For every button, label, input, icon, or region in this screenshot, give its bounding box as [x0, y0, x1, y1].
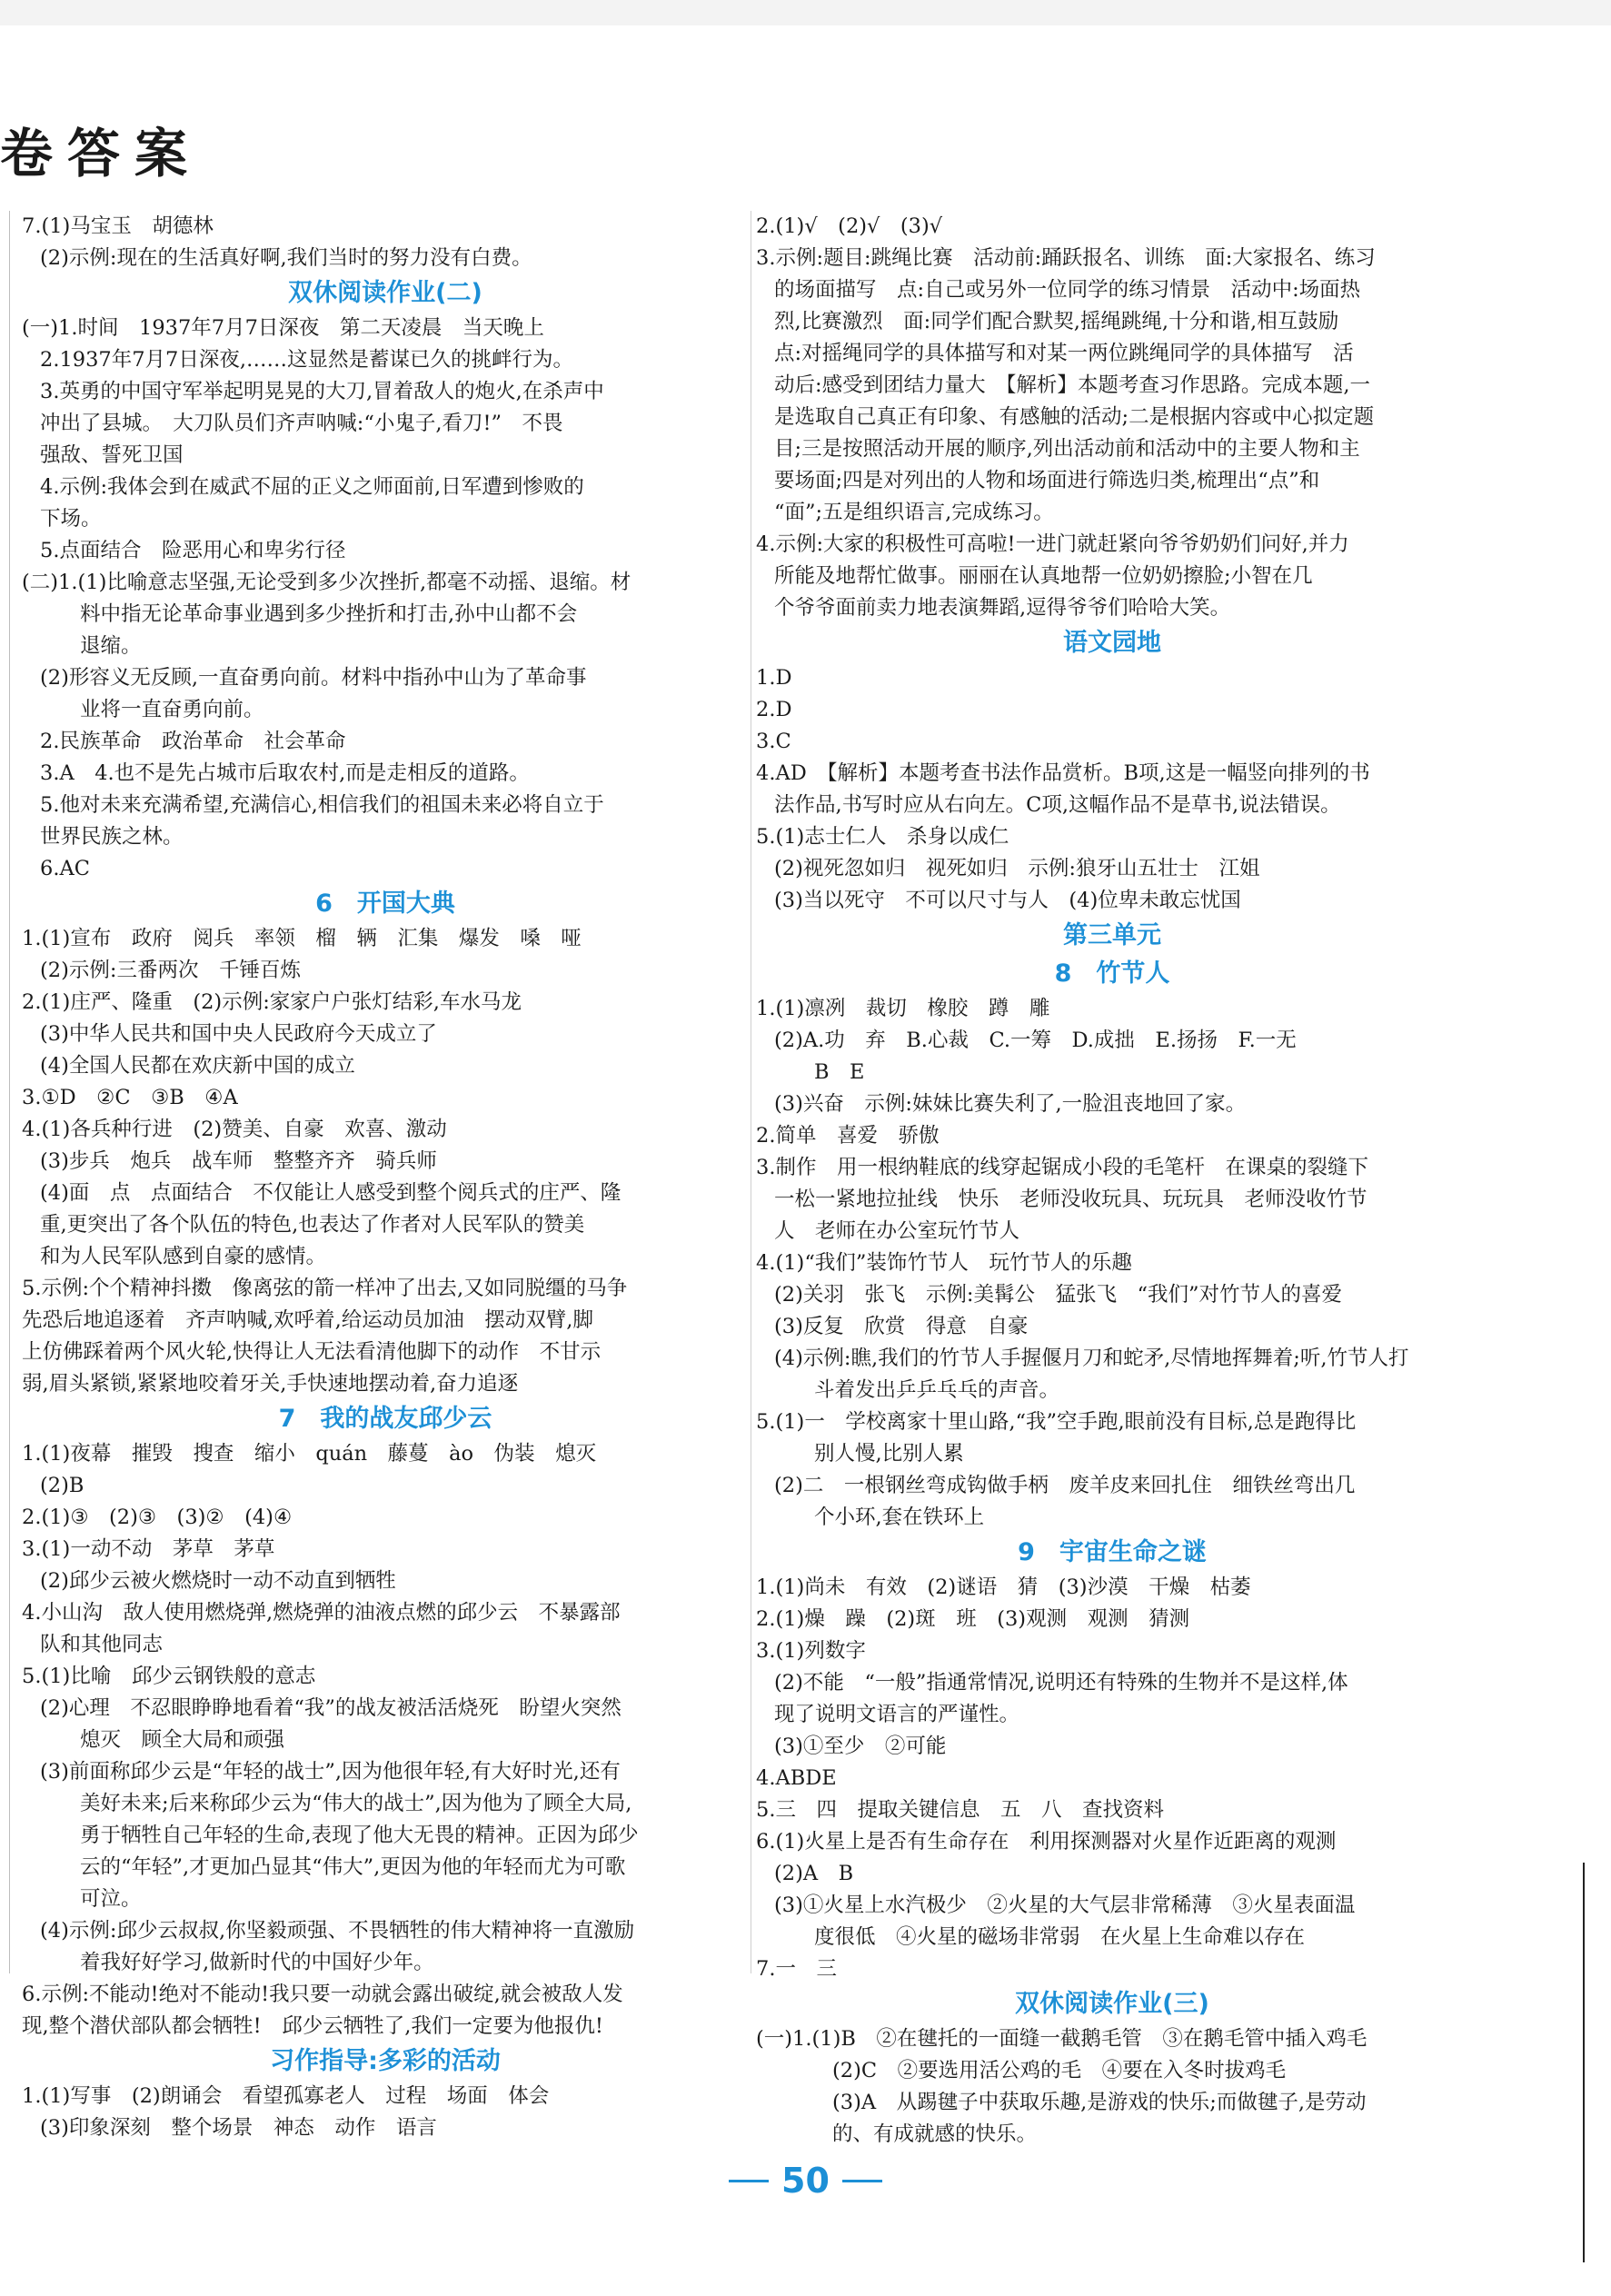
answer-line: 个爷爷面前卖力地表演舞蹈,逗得爷爷们哈哈大笑。	[774, 596, 1231, 620]
answer-line: 重,更突出了各个队伍的特色,也表达了作者对人民军队的赞美	[40, 1213, 585, 1237]
answer-line: (4)示例:瞧,我们的竹节人手握偃月刀和蛇矛,尽情地挥舞着;听,竹节人打	[774, 1347, 1409, 1370]
answer-line: 5.他对未来充满希望,充满信心,相信我们的祖国未来必将自立于	[40, 793, 604, 817]
answer-line: 业将一直奋勇向前。	[80, 698, 264, 721]
answer-line: 5.(1)比喻 邱少云钢铁般的意志	[22, 1665, 316, 1688]
left-margin-rule	[9, 211, 10, 1973]
answer-line: 度很低 ④火星的磁场非常弱 在火星上生命难以存在	[814, 1925, 1306, 1949]
answer-line: 现了说明文语言的严谨性。	[774, 1703, 1020, 1726]
answer-line: 4.(1)各兵种行进 (2)赞美、自豪 欢喜、激动	[22, 1118, 447, 1141]
answer-line: 烈,比赛激烈 面:同学们配合默契,摇绳跳绳,十分和谐,相互鼓励	[774, 310, 1339, 333]
answer-line: (3)反复 欣赏 得意 自豪	[774, 1315, 1029, 1338]
footer-dash-right	[842, 2180, 882, 2182]
answer-line: 的场面描写 点:自己或另外一位同学的练习情景 活动中:场面热	[774, 278, 1361, 302]
answer-line: 7.一 三	[756, 1957, 837, 1981]
answer-line: 6.AC	[40, 857, 90, 880]
answer-line: 4.小山沟 敌人使用燃烧弹,燃烧弹的油液点燃的邱少云 不暴露部	[22, 1601, 621, 1625]
answer-line: 别人慢,比别人累	[814, 1442, 964, 1466]
answer-line: (3)步兵 炮兵 战车师 整整齐齐 骑兵师	[40, 1149, 437, 1173]
answer-line: 3.C	[756, 730, 791, 753]
answer-line: 是选取自己真正有印象、有感触的活动;二是根据内容或中心拟定题	[774, 405, 1375, 429]
section-heading: 习作指导:多彩的活动	[270, 2047, 501, 2075]
answer-line: 2.(1)燥 躁 (2)斑 班 (3)观测 观测 猜测	[756, 1607, 1190, 1631]
answer-line: 2.(1)③ (2)③ (3)② (4)④	[22, 1506, 293, 1529]
answer-line: 4.AD 【解析】本题考查书法作品赏析。B项,这是一幅竖向排列的书	[756, 761, 1370, 785]
top-scan-strip	[0, 0, 1611, 25]
answer-line: 和为人民军队感到自豪的感情。	[40, 1245, 327, 1268]
answer-line: 先恐后地追逐着 齐声呐喊,欢呼着,给运动员加油 摆动双臂,脚	[22, 1308, 593, 1332]
answer-line: 的、有成就感的快乐。	[832, 2122, 1038, 2146]
answer-line: 4.ABDE	[756, 1766, 837, 1790]
answer-line: 法作品,书写时应从右向左。C项,这幅作品不是草书,说法错误。	[774, 793, 1341, 817]
answer-line: 队和其他同志	[40, 1633, 164, 1656]
answer-line: 所能及地帮忙做事。丽丽在认真地帮一位奶奶擦脸;小智在几	[774, 564, 1313, 588]
answer-line: 4.(1)“我们”装饰竹节人 玩竹节人的乐趣	[756, 1251, 1132, 1275]
answer-line: (3)兴奋 示例:妹妹比赛失利了,一脸沮丧地回了家。	[774, 1092, 1247, 1116]
answer-line: 3.制作 用一根纳鞋底的线穿起锯成小段的毛笔杆 在课桌的裂缝下	[756, 1156, 1368, 1179]
answer-line: (2)心理 不忍眼睁睁地看着“我”的战友被活活烧死 盼望火突然	[40, 1696, 622, 1720]
answer-line: “面”;五是组织语言,完成练习。	[774, 501, 1054, 524]
answer-line: (2)A.功 弃 B.心裁 C.一筹 D.成拙 E.扬扬 F.一无	[774, 1029, 1297, 1052]
answer-line: (2)C ②要选用活公鸡的毛 ④要在入冬时拔鸡毛	[832, 2059, 1287, 2082]
answer-line: 1.(1)写事 (2)朗诵会 看望孤寡老人 过程 场面 体会	[22, 2084, 550, 2108]
answer-line: (2)关羽 张飞 示例:美髯公 猛张飞 “我们”对竹节人的喜爱	[774, 1283, 1342, 1307]
answer-line: (4)全国人民都在欢庆新中国的成立	[40, 1054, 355, 1078]
answer-line: 冲出了县城。 大刀队员们齐声呐喊:“小鬼子,看刀!” 不畏	[40, 412, 563, 435]
answer-line: 3.①D ②C ③B ④A	[22, 1086, 238, 1109]
answer-line: (3)印象深刻 整个场景 神态 动作 语言	[40, 2116, 437, 2140]
answer-line: 着我好好学习,做新时代的中国好少年。	[80, 1951, 434, 1974]
answer-line: 7.(1)马宝玉 胡德林	[22, 214, 214, 238]
answer-line: 美好未来;后来称邱少云为“伟大的战士”,因为他为了顾全大局,	[80, 1792, 632, 1815]
page-number: 50	[781, 2161, 830, 2201]
section-heading: 7 我的战友邱少云	[278, 1405, 492, 1433]
page-title: 卷答案	[0, 123, 203, 184]
answer-line: 一松一紧地拉扯线 快乐 老师没收玩具、玩玩具 老师没收竹节	[774, 1188, 1367, 1211]
answer-line: (2)不能 “一般”指通常情况,说明还有特殊的生物并不是这样,体	[774, 1671, 1348, 1695]
answer-line: (2)邱少云被火燃烧时一动不动直到牺牲	[40, 1569, 396, 1593]
answer-line: 5.(1)志士仁人 杀身以成仁	[756, 825, 1009, 849]
answer-line: 2.1937年7月7日深夜,……这显然是蓄谋已久的挑衅行为。	[40, 348, 574, 372]
answer-line: (2)示例:现在的生活真好啊,我们当时的努力没有白费。	[40, 246, 532, 270]
answer-line: 下场。	[40, 507, 102, 531]
answer-line: 5.点面结合 险恶用心和卑劣行径	[40, 539, 346, 562]
answer-line: (3)当以死守 不可以尺寸与人 (4)位卑未敢忘忧国	[774, 889, 1241, 912]
answer-line: 1.D	[756, 666, 792, 690]
footer-dash-left	[729, 2180, 769, 2182]
left-column	[22, 211, 749, 2144]
answer-line: 3.示例:题目:跳绳比赛 活动前:踊跃报名、训练 面:大家报名、练习	[756, 246, 1376, 270]
section-heading: 双休阅读作业(二)	[288, 279, 482, 307]
answer-line: 现,整个潜伏部队都会牺牲! 邱少云牺牲了,我们一定要为他报仇!	[22, 2014, 603, 2038]
answer-line: (2)形容义无反顾,一直奋勇向前。材料中指孙中山为了革命事	[40, 666, 587, 690]
answer-line: (一)1.时间 1937年7月7日深夜 第二天凌晨 当天晚上	[22, 316, 544, 340]
answer-line: 弱,眉头紧锁,紧紧地咬着牙关,手快速地摆动着,奋力追逐	[22, 1372, 519, 1396]
answer-line: 3.(1)一动不动 茅草 茅草	[22, 1537, 275, 1561]
section-heading: 6 开国大典	[315, 890, 455, 918]
answer-line: 5.(1)一 学校离家十里山路,“我”空手跑,眼前没有目标,总是跑得比	[756, 1410, 1357, 1434]
answer-line: 料中指无论革命事业遇到多少挫折和打击,孙中山都不会	[80, 602, 578, 626]
section-heading: 第三单元	[1063, 921, 1161, 949]
answer-line: (2)A B	[774, 1862, 854, 1885]
answer-line: 强敌、誓死卫国	[40, 443, 184, 467]
answer-line: (3)A 从踢毽子中获取乐趣,是游戏的快乐;而做毽子,是劳动	[832, 2091, 1367, 2114]
answer-line: 2.D	[756, 698, 792, 721]
answer-line: 4.示例:大家的积极性可高啦!一进门就赶紧向爷爷奶奶们问好,并力	[756, 532, 1349, 556]
answer-line: 2.民族革命 政治革命 社会革命	[40, 730, 346, 753]
answer-line: 目;三是按照活动开展的顺序,列出活动前和活动中的主要人物和主	[774, 437, 1360, 461]
answer-line: 1.(1)夜幕 摧毁 搜查 缩小 quán 藤蔓 ào 伪装 熄灭	[22, 1442, 597, 1466]
answer-line: 4.示例:我体会到在威武不屈的正义之师面前,日军遭到惨败的	[40, 475, 584, 499]
answer-line: (4)面 点 点面结合 不仅能让人感受到整个阅兵式的庄严、隆	[40, 1181, 622, 1205]
answer-line: 5.三 四 提取关键信息 五 八 查找资料	[756, 1798, 1164, 1822]
answer-line: 1.(1)尚未 有效 (2)谜语 猜 (3)沙漠 干燥 枯萎	[756, 1575, 1251, 1599]
answer-line: 斗着发出乒乒乓乓的声音。	[814, 1378, 1060, 1402]
page-footer	[0, 2158, 1611, 2203]
answer-line: 1.(1)宣布 政府 阅兵 率领 榴 辆 汇集 爆发 嗓 哑	[22, 927, 582, 950]
answer-line: (2)二 一根钢丝弯成钩做手柄 废羊皮来回扎住 细铁丝弯出几	[774, 1474, 1356, 1497]
answer-line: 3.英勇的中国守军举起明晃晃的大刀,冒着敌人的炮火,在杀声中	[40, 380, 604, 403]
answer-line: B E	[814, 1060, 865, 1084]
answer-line: (3)前面称邱少云是“年轻的战士”,因为他很年轻,有大好时光,还有	[40, 1760, 621, 1784]
answer-line: 人 老师在办公室玩竹节人	[774, 1219, 1020, 1243]
answer-line: 6.示例:不能动!绝对不能动!我只要一动就会露出破绽,就会被敌人发	[22, 1983, 623, 2006]
answer-line: (2)示例:三番两次 千锤百炼	[40, 959, 301, 982]
section-heading: 双休阅读作业(三)	[1015, 1990, 1209, 2018]
answer-line: 6.(1)火星上是否有生命存在 利用探测器对火星作近距离的观测	[756, 1830, 1337, 1854]
right-column	[756, 211, 1468, 2151]
answer-line: 2.(1)庄严、隆重 (2)示例:家家户户张灯结彩,车水马龙	[22, 990, 522, 1014]
answer-line: (3)①至少 ②可能	[774, 1734, 947, 1758]
answer-line: 3.A 4.也不是先占城市后取农村,而是走相反的道路。	[40, 761, 530, 785]
answer-line: 5.示例:个个精神抖擞 像离弦的箭一样冲了出去,又如同脱缰的马争	[22, 1277, 628, 1300]
answer-line: 要场面;四是对列出的人物和场面进行筛选归类,梳理出“点”和	[774, 469, 1320, 492]
answer-line: 2.简单 喜爱 骄傲	[756, 1124, 940, 1148]
answer-line: (2)视死忽如归 视死如归 示例:狼牙山五壮士 江姐	[774, 857, 1260, 880]
answer-line: (4)示例:邱少云叔叔,你坚毅顽强、不畏牺牲的伟大精神将一直激励	[40, 1919, 635, 1943]
answer-line: 退缩。	[80, 634, 142, 658]
answer-line: 世界民族之林。	[40, 825, 184, 849]
section-heading: 9 宇宙生命之谜	[1018, 1538, 1207, 1566]
answer-line: 个小环,套在铁环上	[814, 1506, 985, 1529]
answer-line: (二)1.(1)比喻意志坚强,无论受到多少次挫折,都毫不动摇、退缩。材	[22, 571, 631, 594]
answer-line: 2.(1)√ (2)√ (3)√	[756, 214, 943, 238]
answer-line: 勇于牺牲自己年轻的生命,表现了他大无畏的精神。正因为邱少	[80, 1824, 639, 1847]
answer-line: (3)①火星上水汽极少 ②火星的大气层非常稀薄 ③火星表面温	[774, 1893, 1356, 1917]
section-heading: 8 竹节人	[1054, 959, 1170, 988]
answer-line: 可泣。	[80, 1887, 142, 1911]
answer-line: 点:对摇绳同学的具体描写和对某一两位跳绳同学的具体描写 活	[774, 342, 1354, 365]
answer-line: 3.(1)列数字	[756, 1639, 866, 1663]
answer-line: (一)1.(1)B ②在毽托的一面缝一截鹅毛管 ③在鹅毛管中插入鸡毛	[756, 2027, 1367, 2051]
section-heading: 语文园地	[1063, 629, 1161, 657]
answer-line: 上仿佛踩着两个风火轮,快得让人无法看清他脚下的动作 不甘示	[22, 1340, 602, 1364]
answer-line: (2)B	[40, 1474, 85, 1497]
answer-line: (3)中华人民共和国中央人民政府今天成立了	[40, 1022, 437, 1046]
answer-line: 1.(1)凛冽 裁切 橡胶 蹲 雕	[756, 997, 1050, 1020]
answer-line: 动后:感受到团结力量大 【解析】本题考查习作思路。完成本题,一	[774, 373, 1370, 397]
answer-line: 熄灭 顾全大局和顽强	[80, 1728, 285, 1752]
answer-line: 云的“年轻”,才更加凸显其“伟大”,更因为他的年轻而尤为可歌	[80, 1855, 626, 1879]
